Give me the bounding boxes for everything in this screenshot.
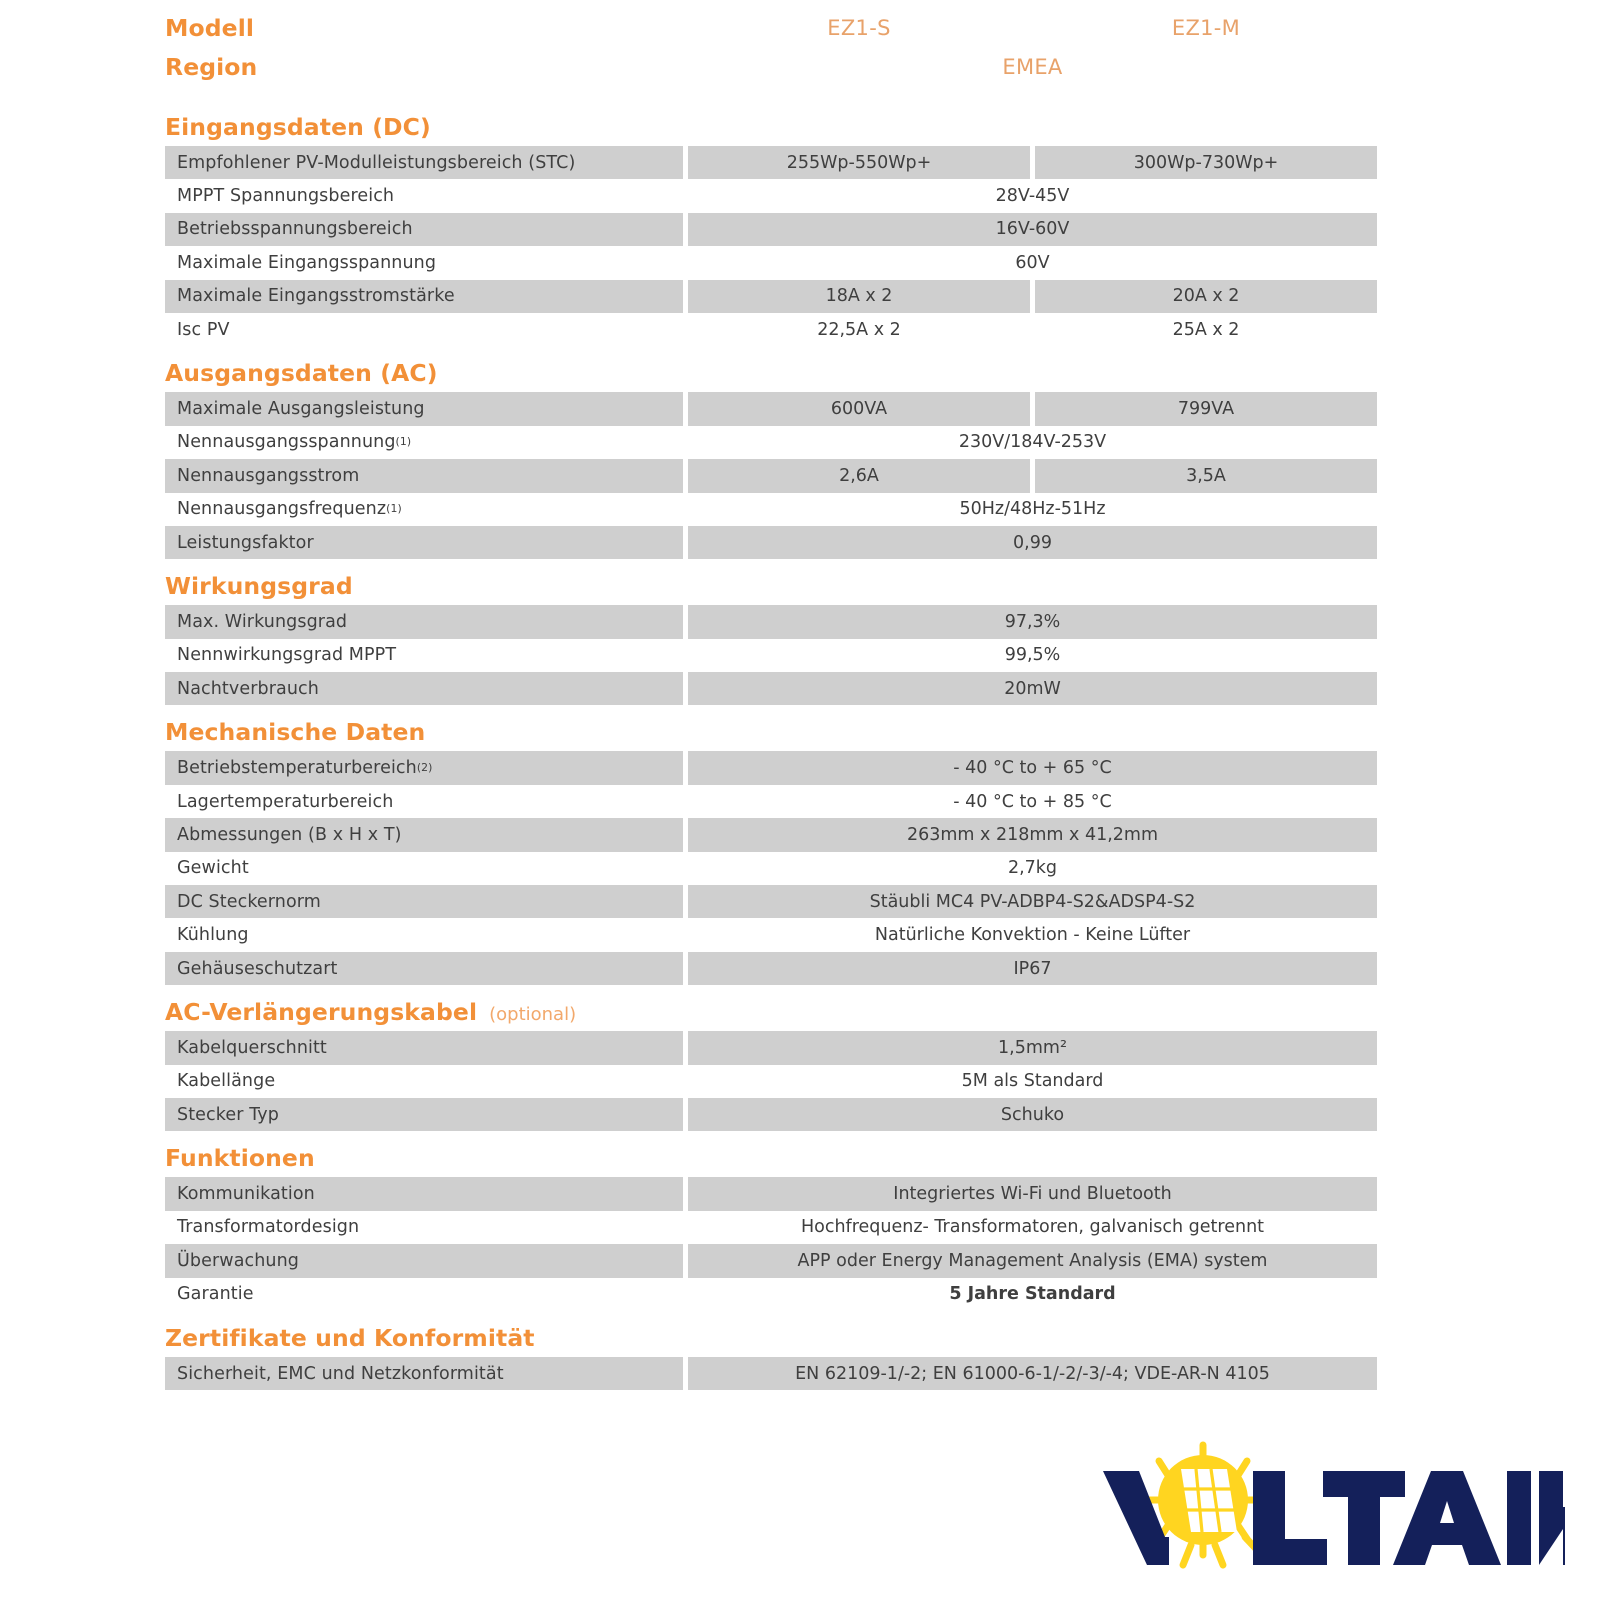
table-row — [165, 639, 1377, 672]
table-row — [165, 885, 1377, 918]
table-row — [165, 1177, 1377, 1210]
row-label — [165, 246, 683, 279]
row-label-text: Kommunikation — [177, 1184, 315, 1205]
row-label — [165, 672, 683, 705]
section-note: (optional) — [489, 1004, 577, 1026]
row-label — [165, 918, 683, 951]
row-label: Nennausgangsspannung (1) — [177, 432, 412, 453]
row-label-text: Gewicht — [177, 858, 249, 879]
row-label — [165, 1244, 683, 1277]
section-header — [165, 705, 1377, 751]
row-label: Nennausgangsfrequenz (1) — [177, 499, 402, 520]
table-row — [165, 426, 1377, 459]
model-label: Modell — [165, 14, 255, 42]
section-title: AC-Verlängerungskabel — [165, 998, 478, 1027]
row-label — [165, 605, 683, 638]
row-label-text: Überwachung — [177, 1250, 300, 1271]
logo-letter-k — [1539, 1471, 1565, 1565]
row-value-shared: Stäubli MC4 PV-ADBP4-S2&ADSP4-S2 — [688, 885, 1377, 918]
row-label — [165, 313, 683, 346]
table-row — [165, 818, 1377, 851]
section-header — [165, 100, 1377, 146]
row-label — [165, 280, 683, 313]
row-value-ez1m: 300Wp-730Wp+ — [1035, 146, 1377, 179]
row-label — [165, 459, 683, 492]
row-label — [165, 146, 683, 179]
row-label — [165, 392, 683, 425]
row-label — [165, 526, 683, 559]
table-row — [165, 246, 1377, 279]
row-label-text: Max. Wirkungsgrad — [177, 611, 348, 632]
row-label — [165, 1177, 683, 1210]
region-value: EMEA — [1002, 55, 1063, 79]
row-label — [165, 885, 683, 918]
row-value-shared: 28V-45V — [995, 186, 1070, 207]
header-spacer — [165, 92, 1377, 100]
row-label-text: Nennausgangsfrequenz — [177, 499, 387, 520]
row-value-shared: 0,99 — [688, 526, 1377, 559]
table-row — [165, 672, 1377, 705]
table-row — [165, 952, 1377, 985]
model-ez1s: EZ1-S — [827, 16, 891, 40]
table-row — [165, 493, 1377, 526]
row-value-shared: 5 Jahre Standard — [949, 1284, 1116, 1305]
row-label-text: Lagertemperaturbereich — [177, 791, 394, 812]
row-label-text: Maximale Ausgangsleistung — [177, 399, 425, 420]
row-label-text: Maximale Eingangsstromstärke — [177, 286, 455, 307]
section-title: Funktionen — [165, 1144, 315, 1173]
table-row — [165, 179, 1377, 212]
row-value-ez1s: 2,6A — [688, 459, 1030, 492]
row-label: Betriebstemperaturbereich (2) — [165, 751, 683, 784]
voltaik-logo — [1095, 1437, 1565, 1587]
table-row — [165, 751, 1377, 784]
row-value-shared: EN 62109-1/-2; EN 61000-6-1/-2/-3/-4; VDE-AR-N 4105 — [688, 1357, 1377, 1390]
row-value-ez1s: 22,5A x 2 — [817, 319, 901, 340]
logo-letter-t — [1323, 1471, 1405, 1565]
row-value-shared: 50Hz/48Hz-51Hz — [959, 499, 1106, 520]
row-value-shared: 16V-60V — [688, 213, 1377, 246]
row-label-text: Empfohlener PV-Modulleistungsbereich (STC) — [177, 152, 576, 173]
row-value-ez1m: 799VA — [1035, 392, 1377, 425]
section-header — [165, 1311, 1377, 1357]
row-value-ez1s: 255Wp-550Wp+ — [688, 146, 1030, 179]
row-label — [165, 213, 683, 246]
row-label-text: MPPT Spannungsbereich — [177, 186, 395, 207]
region-header-row — [165, 53, 1377, 92]
row-label — [165, 1278, 683, 1311]
sections-container — [165, 100, 1377, 1390]
row-label — [165, 852, 683, 885]
row-label-text: Kabelquerschnitt — [177, 1037, 327, 1058]
voltaik-logo-svg — [1095, 1437, 1565, 1587]
table-row — [165, 213, 1377, 246]
row-value-shared: APP oder Energy Management Analysis (EMA) system — [688, 1244, 1377, 1277]
row-value-ez1m: 20A x 2 — [1035, 280, 1377, 313]
row-label-text: Nennwirkungsgrad MPPT — [177, 645, 397, 666]
row-value-ez1s: 600VA — [688, 392, 1030, 425]
row-value-shared: 97,3% — [688, 605, 1377, 638]
row-label-text: Kühlung — [177, 925, 249, 946]
row-value-shared: 5M als Standard — [961, 1071, 1104, 1092]
row-label-text: Nennausgangsspannung — [177, 432, 396, 453]
row-value-ez1m: 3,5A — [1035, 459, 1377, 492]
model-header-row — [165, 14, 1377, 53]
section-title: Mechanische Daten — [165, 718, 426, 747]
row-value-shared: 99,5% — [1004, 645, 1061, 666]
table-row — [165, 280, 1377, 313]
table-row — [165, 146, 1377, 179]
section-header — [165, 985, 1377, 1031]
row-label-text: Nachtverbrauch — [177, 678, 319, 699]
row-label-text: Sicherheit, EMC und Netzkonformität — [177, 1363, 504, 1384]
row-label — [165, 952, 683, 985]
row-label — [165, 1211, 683, 1244]
table-row — [165, 526, 1377, 559]
section-header — [165, 346, 1377, 392]
row-label-text: Gehäuseschutzart — [177, 958, 338, 979]
row-label — [165, 1098, 683, 1131]
section-title: Zertifikate und Konformität — [165, 1323, 535, 1352]
model-ez1m: EZ1-M — [1171, 16, 1241, 40]
top-spacer — [165, 0, 1377, 14]
row-label-text: Abmessungen (B x H x T) — [177, 824, 402, 845]
table-row — [165, 1357, 1377, 1390]
table-row — [165, 852, 1377, 885]
row-label — [165, 639, 683, 672]
section-header — [165, 1131, 1377, 1177]
table-row — [165, 918, 1377, 951]
row-label — [165, 1065, 683, 1098]
row-label-text: Isc PV — [177, 319, 230, 340]
table-row — [165, 313, 1377, 346]
row-label-text: Garantie — [177, 1284, 254, 1305]
row-value-ez1m: 25A x 2 — [1172, 319, 1240, 340]
row-value-shared: 230V/184V-253V — [958, 432, 1107, 453]
row-value-shared: Integriertes Wi-Fi und Bluetooth — [688, 1177, 1377, 1210]
row-label-text: Kabellänge — [177, 1071, 276, 1092]
table-row — [165, 1098, 1377, 1131]
row-value-ez1s: 18A x 2 — [688, 280, 1030, 313]
region-label: Region — [165, 53, 258, 81]
table-row — [165, 392, 1377, 425]
row-label-text: Leistungsfaktor — [177, 532, 314, 553]
row-value-shared: 60V — [1015, 252, 1050, 273]
section-title: Eingangsdaten (DC) — [165, 113, 431, 141]
row-label-text: Betriebstemperaturbereich — [177, 758, 417, 779]
logo-letter-i — [1507, 1471, 1531, 1565]
datasheet-sheet — [165, 0, 1377, 1390]
section-header — [165, 559, 1377, 605]
table-row — [165, 1244, 1377, 1277]
row-label-text: Stecker Typ — [177, 1104, 279, 1125]
row-label — [165, 785, 683, 818]
row-value-shared: - 40 °C to + 65 °C — [688, 751, 1377, 784]
row-label — [165, 1031, 683, 1064]
table-row — [165, 1278, 1377, 1311]
row-value-shared: Natürliche Konvektion - Keine Lüfter — [874, 925, 1191, 946]
row-value-shared: 263mm x 218mm x 41,2mm — [688, 818, 1377, 851]
logo-letter-l — [1253, 1471, 1327, 1565]
table-row — [165, 1031, 1377, 1064]
section-title: Wirkungsgrad — [165, 572, 353, 601]
row-value-shared: Schuko — [688, 1098, 1377, 1131]
section-title: Ausgangsdaten (AC) — [165, 359, 438, 388]
table-row — [165, 605, 1377, 638]
logo-letter-v — [1103, 1471, 1169, 1565]
row-label-text: Maximale Eingangsspannung — [177, 252, 437, 273]
row-value-shared: - 40 °C to + 85 °C — [953, 791, 1112, 812]
table-row — [165, 459, 1377, 492]
table-row — [165, 1065, 1377, 1098]
row-value-shared: IP67 — [688, 952, 1377, 985]
row-label-text: DC Steckernorm — [177, 891, 321, 912]
row-value-shared: Hochfrequenz- Transformatoren, galvanisch getrennt — [800, 1217, 1265, 1238]
row-value-shared: 2,7kg — [1007, 858, 1058, 879]
row-label-text: Betriebsspannungsbereich — [177, 219, 413, 240]
table-row — [165, 1211, 1377, 1244]
row-label — [165, 818, 683, 851]
row-value-shared: 20mW — [688, 672, 1377, 705]
row-label-text: Transformatordesign — [177, 1217, 360, 1238]
row-label-text: Nennausgangsstrom — [177, 465, 360, 486]
table-row — [165, 785, 1377, 818]
row-label — [165, 1357, 683, 1390]
row-label — [165, 179, 683, 212]
row-value-shared: 1,5mm² — [688, 1031, 1377, 1064]
